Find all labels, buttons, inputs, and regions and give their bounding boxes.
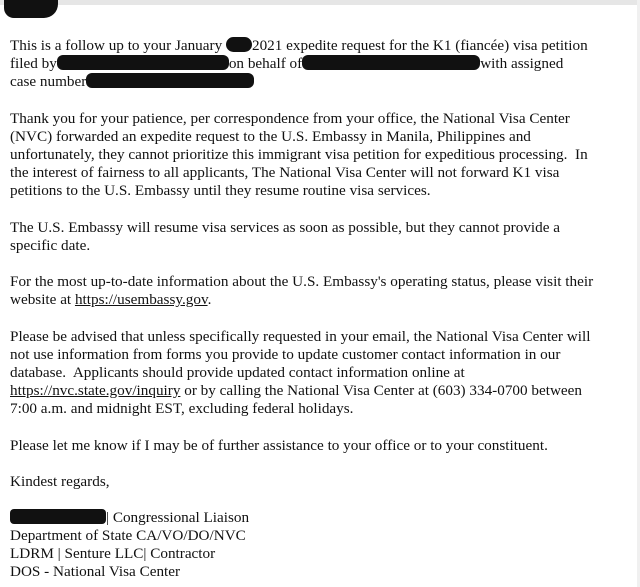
intro-text: on behalf of bbox=[228, 55, 303, 72]
intro-line-2 bbox=[10, 55, 563, 73]
closing-line: Kindest regards, bbox=[10, 473, 110, 490]
signature-line: DOS - National Visa Center bbox=[10, 563, 181, 580]
paragraph-4-line: Please be advised that unless specifically requested in your email, the National Visa Center will bbox=[10, 328, 591, 345]
paragraph-text: or by calling the National Visa Center at (603) 334-0700 between bbox=[180, 382, 583, 399]
signature-line: Department of State CA/VO/DO/NVC bbox=[10, 527, 246, 544]
signature-title-line bbox=[10, 509, 249, 527]
redaction-mark bbox=[226, 37, 252, 52]
redaction-mark bbox=[10, 509, 106, 524]
intro-text: 2021 expedite request for the K1 (fiancée) visa petition bbox=[251, 37, 588, 54]
redaction-mark bbox=[57, 55, 229, 70]
redaction-mark bbox=[86, 73, 254, 88]
paragraph-1-line: the interest of fairness to all applicants, The National Visa Center will not forward K1 visa bbox=[10, 164, 560, 181]
redaction-mark bbox=[302, 55, 480, 70]
nvc-inquiry-link[interactable]: https://nvc.state.gov/inquiry bbox=[10, 382, 181, 399]
paragraph-text: . bbox=[207, 291, 212, 308]
paragraph-2-line: The U.S. Embassy will resume visa services as soon as possible, but they cannot provide a bbox=[10, 219, 561, 236]
paragraph-text: website at bbox=[10, 291, 75, 308]
intro-text: This is a follow up to your January bbox=[10, 37, 226, 54]
paragraph-3-line: For the most up-to-date information about the U.S. Embassy's operating status, please visit their bbox=[10, 273, 594, 290]
paragraph-1-line: (NVC) forwarded an expedite request to the U.S. Embassy in Manila, Philippines and bbox=[10, 128, 531, 145]
paragraph-4-line: not use information from forms you provide to update customer contact information in our bbox=[10, 346, 561, 363]
intro-line-3 bbox=[10, 73, 254, 91]
signature-line: LDRM | Senture LLC| Contractor bbox=[10, 545, 216, 562]
paragraph-3-line bbox=[10, 291, 211, 309]
top-edge bbox=[0, 0, 640, 5]
paragraph-4-line: 7:00 a.m. and midnight EST, excluding federal holidays. bbox=[10, 400, 354, 417]
paragraph-2-line: specific date. bbox=[10, 237, 91, 254]
redaction-mark bbox=[4, 0, 58, 18]
intro-line-1 bbox=[10, 37, 588, 55]
paragraph-1-line: petitions to the U.S. Embassy until they resume routine visa services. bbox=[10, 182, 431, 199]
signature-text: | Congressional Liaison bbox=[106, 509, 250, 526]
intro-text: with assigned bbox=[480, 55, 564, 72]
paragraph-1-line: unfortunately, they cannot prioritize this immigrant visa petition for expeditious processing. In bbox=[10, 146, 588, 163]
intro-text: filed by bbox=[10, 55, 57, 72]
paragraph-5-line: Please let me know if I may be of further assistance to your office or to your constituent. bbox=[10, 437, 548, 454]
usembassy-link[interactable]: https://usembassy.gov bbox=[74, 291, 208, 308]
paragraph-4-line: database. Applicants should provide updated contact information online at bbox=[10, 364, 465, 381]
paragraph-1-line: Thank you for your patience, per correspondence from your office, the National Visa Center bbox=[10, 110, 570, 127]
intro-text: case number bbox=[10, 73, 87, 90]
paragraph-4-line bbox=[10, 382, 582, 400]
